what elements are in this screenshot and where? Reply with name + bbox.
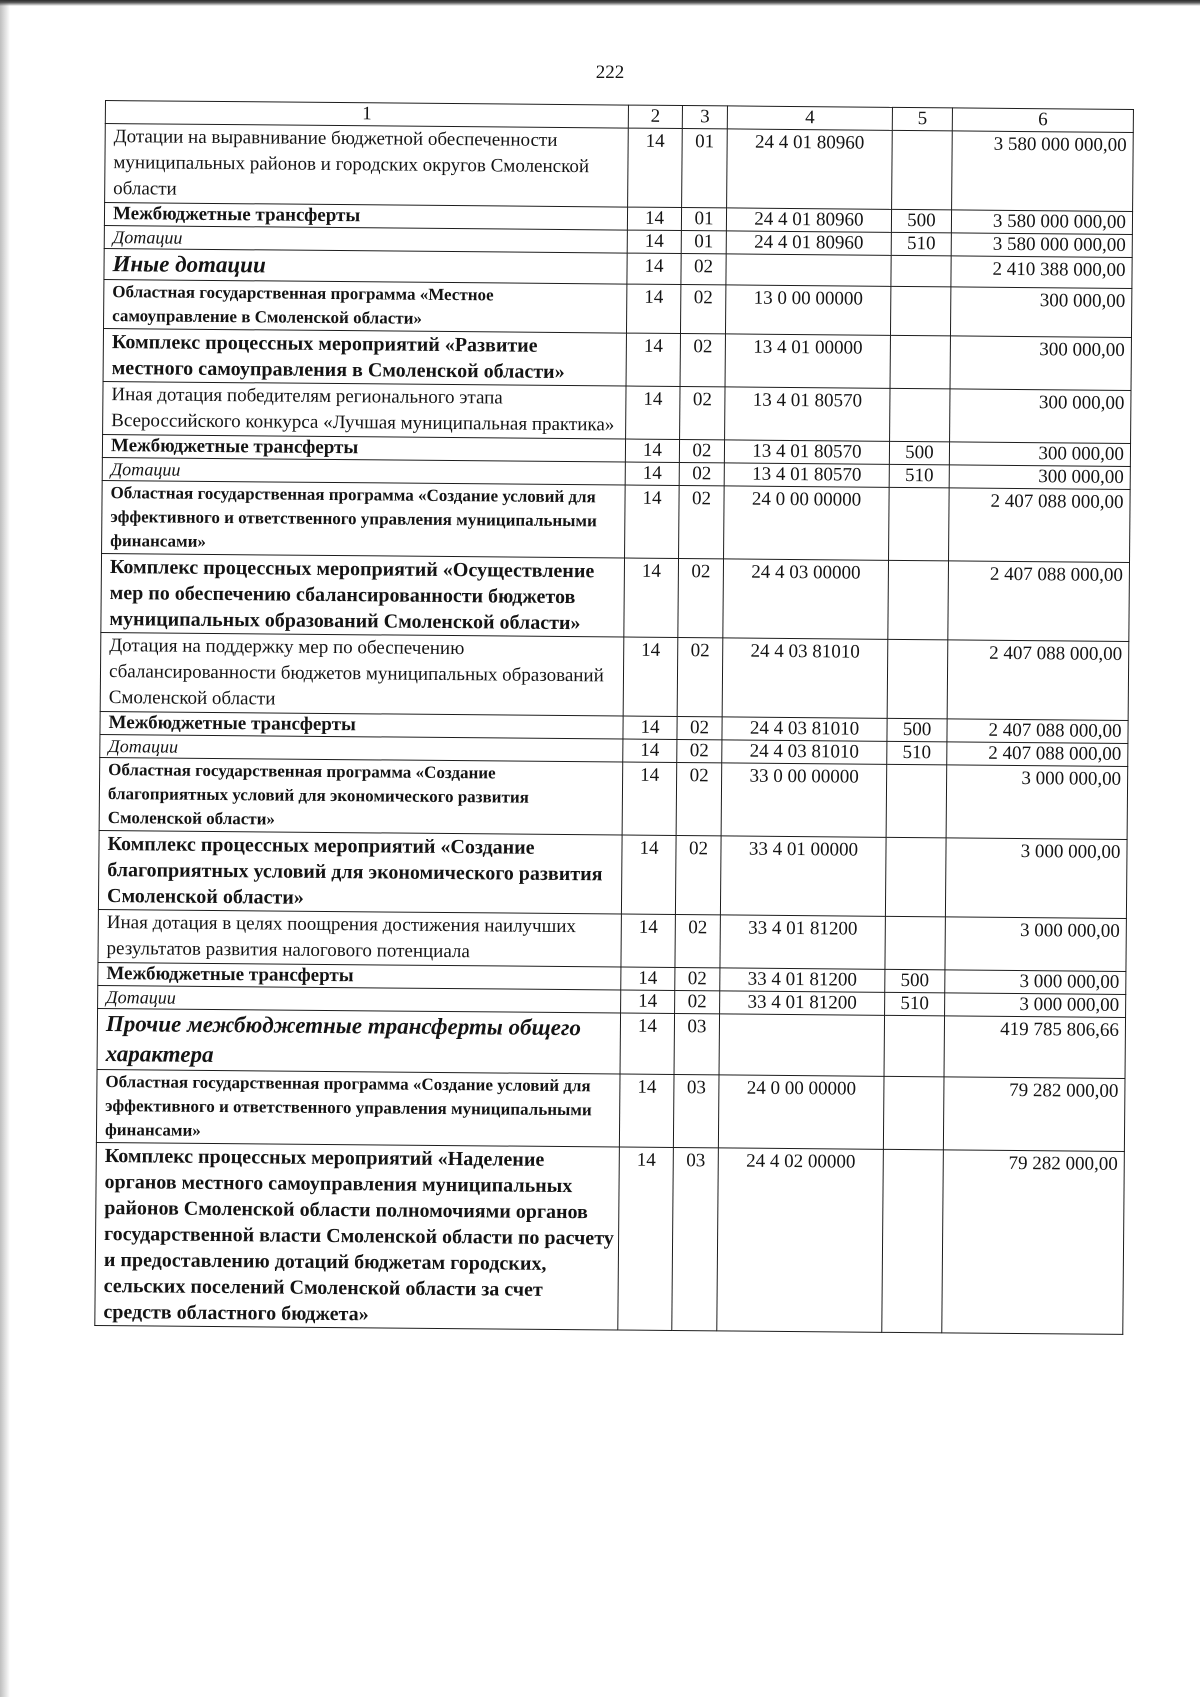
row-target-code-cell: 24 4 03 81010 (722, 638, 888, 718)
row-amount-cell: 3 000 000,00 (945, 993, 1126, 1018)
row-target-code-cell: 24 4 03 81010 (722, 717, 887, 741)
row-expense-type-cell: 500 (885, 969, 945, 993)
row-subsection-cell: 02 (677, 638, 723, 717)
row-subsection-cell: 02 (677, 740, 722, 763)
row-subsection-cell: 02 (675, 991, 720, 1014)
row-amount-cell: 3 000 000,00 (946, 765, 1128, 840)
table-row (97, 1008, 1125, 1078)
row-target-code-cell: 24 4 01 80960 (727, 129, 893, 209)
row-expense-type-cell (892, 130, 953, 210)
row-name-cell: Комплекс процессных мероприятий «Развитие местного самоуправления в Смоленской области» (103, 328, 626, 386)
row-name-cell: Областная государственная программа «Создание условий для эффективного и ответственного управления муниципальными финансами» (96, 1069, 620, 1147)
column-header: 3 (682, 106, 727, 129)
row-section-cell: 14 (626, 333, 680, 386)
row-section-cell: 14 (627, 207, 681, 230)
row-target-code-cell: 33 4 01 81200 (720, 968, 885, 992)
row-expense-type-cell (882, 1149, 944, 1333)
row-subsection-cell: 01 (681, 231, 726, 254)
row-target-code-cell: 24 4 01 80960 (726, 231, 891, 255)
row-amount-cell: 3 000 000,00 (945, 970, 1126, 995)
row-target-code-cell: 24 0 00 00000 (718, 1075, 884, 1149)
row-name-cell: Комплекс процессных мероприятий «Осуществление мер по обеспечению сбалансированности бюджетов муниципальных образований Смоленской области» (101, 553, 625, 637)
row-expense-type-cell (889, 487, 950, 561)
row-subsection-cell: 02 (679, 463, 724, 486)
row-expense-type-cell (883, 1076, 944, 1150)
row-section-cell: 14 (625, 439, 679, 462)
row-subsection-cell: 03 (673, 1075, 719, 1148)
row-name-cell: Областная государственная программа «Создание условий для эффективного и ответственного управления муниципальными финансами» (102, 480, 626, 558)
row-amount-cell: 300 000,00 (950, 389, 1131, 444)
row-name-cell: Областная государственная программа «Создание благоприятных условий для экономического развития Смоленской области» (99, 757, 623, 835)
row-amount-cell: 2 407 088 000,00 (947, 719, 1128, 744)
table-row (104, 279, 1132, 337)
row-name-cell: Межбюджетные трансферты (100, 711, 623, 739)
row-amount-cell: 300 000,00 (950, 336, 1131, 391)
row-subsection-cell: 02 (681, 254, 726, 285)
row-amount-cell: 3 580 000 000,00 (951, 233, 1132, 258)
row-expense-type-cell (885, 837, 946, 917)
row-section-cell: 14 (623, 716, 677, 739)
page-number: 222 (595, 62, 625, 83)
row-section-cell: 14 (627, 253, 681, 284)
table-row (102, 480, 1131, 562)
row-amount-cell: 3 580 000 000,00 (951, 210, 1132, 235)
row-expense-type-cell: 500 (891, 209, 951, 233)
row-expense-type-cell: 500 (887, 718, 947, 742)
row-subsection-cell: 02 (679, 440, 724, 463)
row-expense-type-cell (890, 286, 950, 336)
row-subsection-cell: 01 (682, 129, 728, 208)
row-subsection-cell: 02 (675, 968, 720, 991)
table-row (98, 830, 1127, 918)
row-name-cell: Областная государственная программа «Местное самоуправление в Смоленской области» (104, 279, 627, 333)
row-subsection-cell: 02 (680, 334, 725, 387)
row-name-cell: Дотации (102, 457, 625, 485)
row-target-code-cell: 24 4 01 80960 (726, 208, 891, 232)
row-section-cell: 14 (622, 762, 677, 835)
row-expense-type-cell: 510 (891, 232, 951, 256)
row-amount-cell: 2 407 088 000,00 (947, 640, 1129, 721)
row-section-cell: 14 (624, 558, 679, 637)
row-section-cell: 14 (625, 485, 680, 558)
row-amount-cell: 300 000,00 (949, 465, 1130, 490)
row-target-code-cell: 13 4 01 80570 (724, 463, 889, 487)
row-expense-type-cell (887, 639, 948, 719)
row-amount-cell: 300 000,00 (950, 287, 1131, 338)
row-section-cell: 14 (628, 128, 683, 207)
row-target-code-cell: 13 0 00 00000 (725, 285, 890, 335)
row-amount-cell: 3 000 000,00 (945, 838, 1127, 919)
row-amount-cell: 2 407 088 000,00 (947, 742, 1128, 767)
row-target-code-cell: 24 4 03 81010 (722, 740, 887, 764)
table-row (103, 328, 1131, 390)
row-name-cell: Дотации (104, 225, 627, 253)
row-target-code-cell: 13 4 01 00000 (725, 334, 890, 388)
table-row (95, 1142, 1125, 1334)
row-name-cell: Комплекс процессных мероприятий «Создание благоприятных условий для экономического развития Смоленской области» (98, 830, 622, 914)
row-subsection-cell: 01 (681, 208, 726, 231)
table-row (98, 909, 1126, 971)
row-target-code-cell: 24 0 00 00000 (724, 486, 890, 560)
column-header: 2 (628, 105, 682, 128)
row-expense-type-cell: 510 (885, 992, 945, 1016)
row-section-cell: 14 (618, 1147, 674, 1330)
row-expense-type-cell (890, 388, 950, 442)
row-subsection-cell: 02 (675, 915, 720, 968)
row-target-code-cell: 33 4 01 81200 (720, 915, 885, 969)
row-section-cell: 14 (621, 967, 675, 990)
row-name-cell: Межбюджетные трансферты (102, 434, 625, 462)
row-section-cell: 14 (623, 637, 678, 716)
row-target-code-cell: 13 4 01 80570 (725, 387, 890, 441)
row-amount-cell: 3 580 000 000,00 (952, 131, 1134, 212)
row-section-cell: 14 (621, 990, 675, 1013)
row-amount-cell: 79 282 000,00 (943, 1077, 1125, 1152)
row-expense-type-cell (884, 1015, 945, 1077)
row-target-code-cell: 24 4 02 00000 (717, 1148, 884, 1332)
column-header: 1 (105, 101, 628, 129)
row-subsection-cell: 02 (678, 559, 724, 638)
row-name-cell: Дотации (98, 985, 621, 1013)
row-amount-cell: 2 407 088 000,00 (948, 561, 1130, 642)
row-target-code-cell: 24 4 03 00000 (723, 559, 889, 639)
row-expense-type-cell: 500 (889, 441, 949, 465)
row-name-cell: Иные дотации (104, 248, 627, 284)
row-name-cell: Иная дотация победителям регионального этапа Всероссийского конкурса «Лучшая муниципальная практика» (103, 381, 626, 439)
row-name-cell: Иная дотация в целях поощрения достижения наилучших результатов развития налогового потенциала (98, 909, 621, 967)
row-name-cell: Межбюджетные трансферты (104, 203, 627, 231)
row-expense-type-cell: 510 (887, 741, 947, 765)
table-row (101, 553, 1130, 641)
row-name-cell: Дотация на поддержку мер по обеспечению сбалансированности бюджетов муниципальных образований Смоленской области (100, 632, 624, 716)
row-section-cell: 14 (625, 462, 679, 485)
table-row (100, 632, 1129, 720)
row-subsection-cell: 02 (675, 836, 721, 915)
row-section-cell: 14 (621, 835, 676, 914)
row-expense-type-cell: 510 (889, 464, 949, 488)
scan-edge-top (0, 0, 1200, 6)
row-amount-cell: 419 785 806,66 (944, 1016, 1126, 1079)
row-amount-cell: 2 410 388 000,00 (951, 256, 1132, 289)
table-row (103, 381, 1131, 443)
table-body (95, 101, 1134, 1335)
row-expense-type-cell (886, 764, 947, 838)
row-section-cell: 14 (621, 914, 675, 967)
row-expense-type-cell (891, 255, 951, 287)
row-amount-cell: 3 000 000,00 (945, 917, 1126, 972)
row-section-cell: 14 (626, 386, 680, 439)
row-section-cell: 14 (626, 284, 680, 333)
row-subsection-cell: 02 (677, 717, 722, 740)
row-target-code-cell: 13 4 01 80570 (724, 440, 889, 464)
row-target-code-cell: 33 4 01 81200 (720, 991, 885, 1015)
column-header: 5 (892, 107, 952, 131)
scan-edge-left (0, 0, 10, 1697)
row-target-code-cell (719, 1014, 885, 1076)
row-subsection-cell: 03 (672, 1147, 719, 1330)
row-subsection-cell: 02 (680, 387, 725, 440)
row-section-cell: 14 (623, 739, 677, 762)
row-amount-cell: 2 407 088 000,00 (949, 488, 1131, 563)
row-target-code-cell: 33 4 01 00000 (720, 836, 886, 916)
table-row (99, 757, 1128, 839)
row-subsection-cell: 02 (680, 285, 725, 334)
row-expense-type-cell (885, 916, 945, 970)
table-row (96, 1069, 1125, 1151)
row-amount-cell: 79 282 000,00 (942, 1150, 1125, 1335)
row-section-cell: 14 (620, 1013, 675, 1074)
budget-table (94, 100, 1134, 1335)
row-name-cell: Прочие межбюджетные трансферты общего характера (97, 1008, 621, 1074)
row-name-cell: Межбюджетные трансферты (98, 962, 621, 990)
column-header: 4 (727, 106, 892, 130)
row-subsection-cell: 02 (676, 763, 722, 836)
row-expense-type-cell (890, 335, 950, 389)
row-amount-cell: 300 000,00 (949, 442, 1130, 467)
table-row (105, 124, 1134, 212)
row-name-cell: Дотации (100, 734, 623, 762)
row-name-cell: Дотации на выравнивание бюджетной обеспеченности муниципальных районов и городских округов Смоленской области (105, 124, 629, 208)
row-section-cell: 14 (619, 1074, 674, 1147)
row-section-cell: 14 (627, 230, 681, 253)
row-subsection-cell: 03 (674, 1014, 720, 1075)
row-subsection-cell: 02 (679, 486, 725, 559)
row-target-code-cell: 33 0 00 00000 (721, 763, 887, 837)
column-header: 6 (952, 108, 1133, 133)
row-target-code-cell (726, 254, 891, 286)
row-name-cell: Комплекс процессных мероприятий «Наделение органов местного самоуправления муниципальных районов Смоленской области полномочиями органов государственной власти Смоленской области по расчету и предоставлению дотаций бюджетам городских, сельских поселений Смоленской области за счет средств областного бюджета» (95, 1142, 620, 1330)
row-expense-type-cell (888, 560, 949, 640)
